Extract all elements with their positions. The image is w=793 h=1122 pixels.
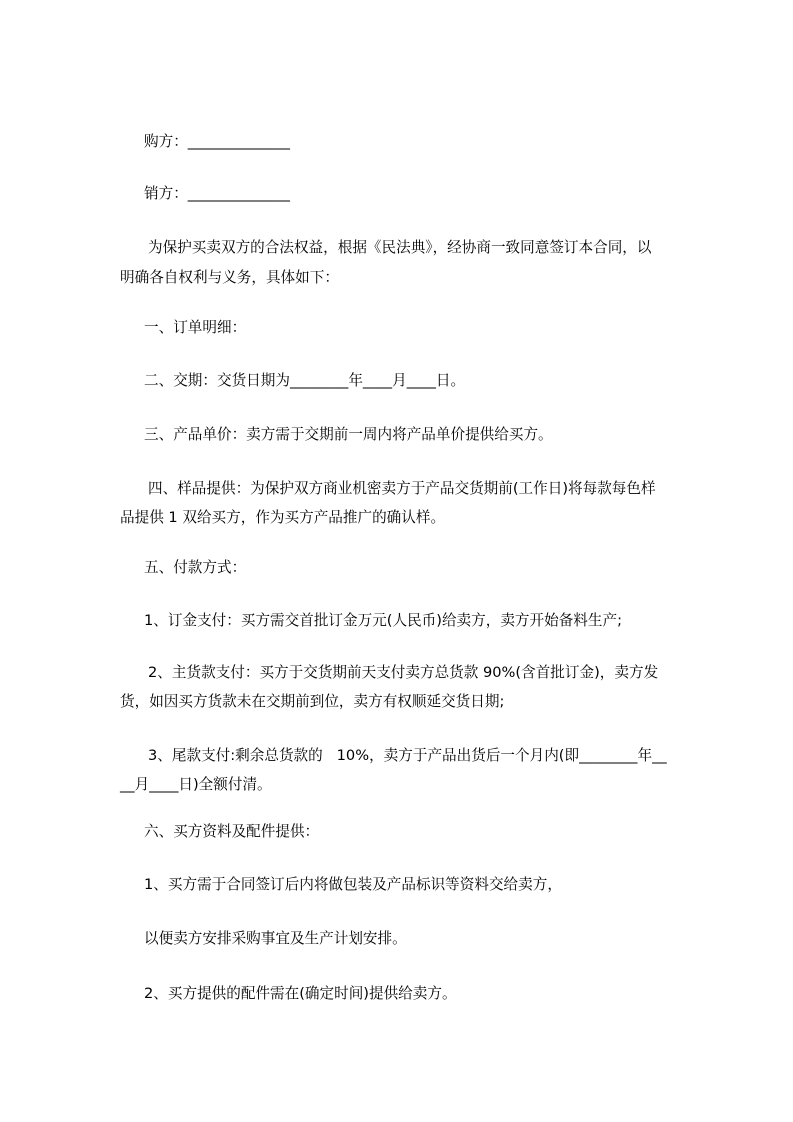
payment-2-line-1: 2、主货款支付：买方于交货期前天支付卖方总货款 90%(含首批订金)，卖方发 bbox=[148, 664, 659, 681]
section-2-delivery: 二、交期：交货日期为________年____月____日。 bbox=[144, 372, 466, 389]
section-5-heading: 五、付款方式： bbox=[144, 559, 247, 576]
intro-line-2: 明确各自权利与义务，具体如下： bbox=[120, 269, 339, 286]
section-6-heading: 六、买方资料及配件提供： bbox=[144, 823, 320, 840]
payment-2-line-2: 货，如因买方货款未在交期前到位，卖方有权顺延交货日期; bbox=[120, 693, 505, 710]
payment-1: 1、订金支付：买方需交首批订金万元(人民币)给卖方，卖方开始备料生产; bbox=[144, 612, 622, 629]
payment-3-line-1: 3、尾款支付:剩余总货款的 10%，卖方于产品出货后一个月内(即________年__ bbox=[148, 747, 667, 764]
section-3-price: 三、产品单价：卖方需于交期前一周内将产品单价提供给买方。 bbox=[144, 426, 553, 443]
material-2: 2、买方提供的配件需在(确定时间)提供给卖方。 bbox=[144, 985, 457, 1002]
section-4-line-1: 四、样品提供：为保护双方商业机密卖方于产品交货期前(工作日)将每款每色样 bbox=[148, 480, 656, 497]
material-1-continued: 以便卖方安排采购事宜及生产计划安排。 bbox=[144, 930, 407, 947]
payment-3-line-2: __月____日)全额付清。 bbox=[120, 776, 272, 793]
buyer-line: 购方：______________ bbox=[144, 133, 290, 150]
section-1-heading: 一、订单明细： bbox=[144, 319, 247, 336]
intro-line-1: 为保护买卖双方的合法权益，根据《民法典》，经协商一致同意签订本合同，以 bbox=[148, 239, 652, 256]
material-1: 1、买方需于合同签订后内将做包装及产品标识等资料交给卖方， bbox=[144, 876, 562, 893]
section-4-line-2: 品提供 1 双给买方，作为买方产品推广的确认样。 bbox=[120, 509, 446, 526]
seller-line: 销方：______________ bbox=[144, 185, 290, 202]
